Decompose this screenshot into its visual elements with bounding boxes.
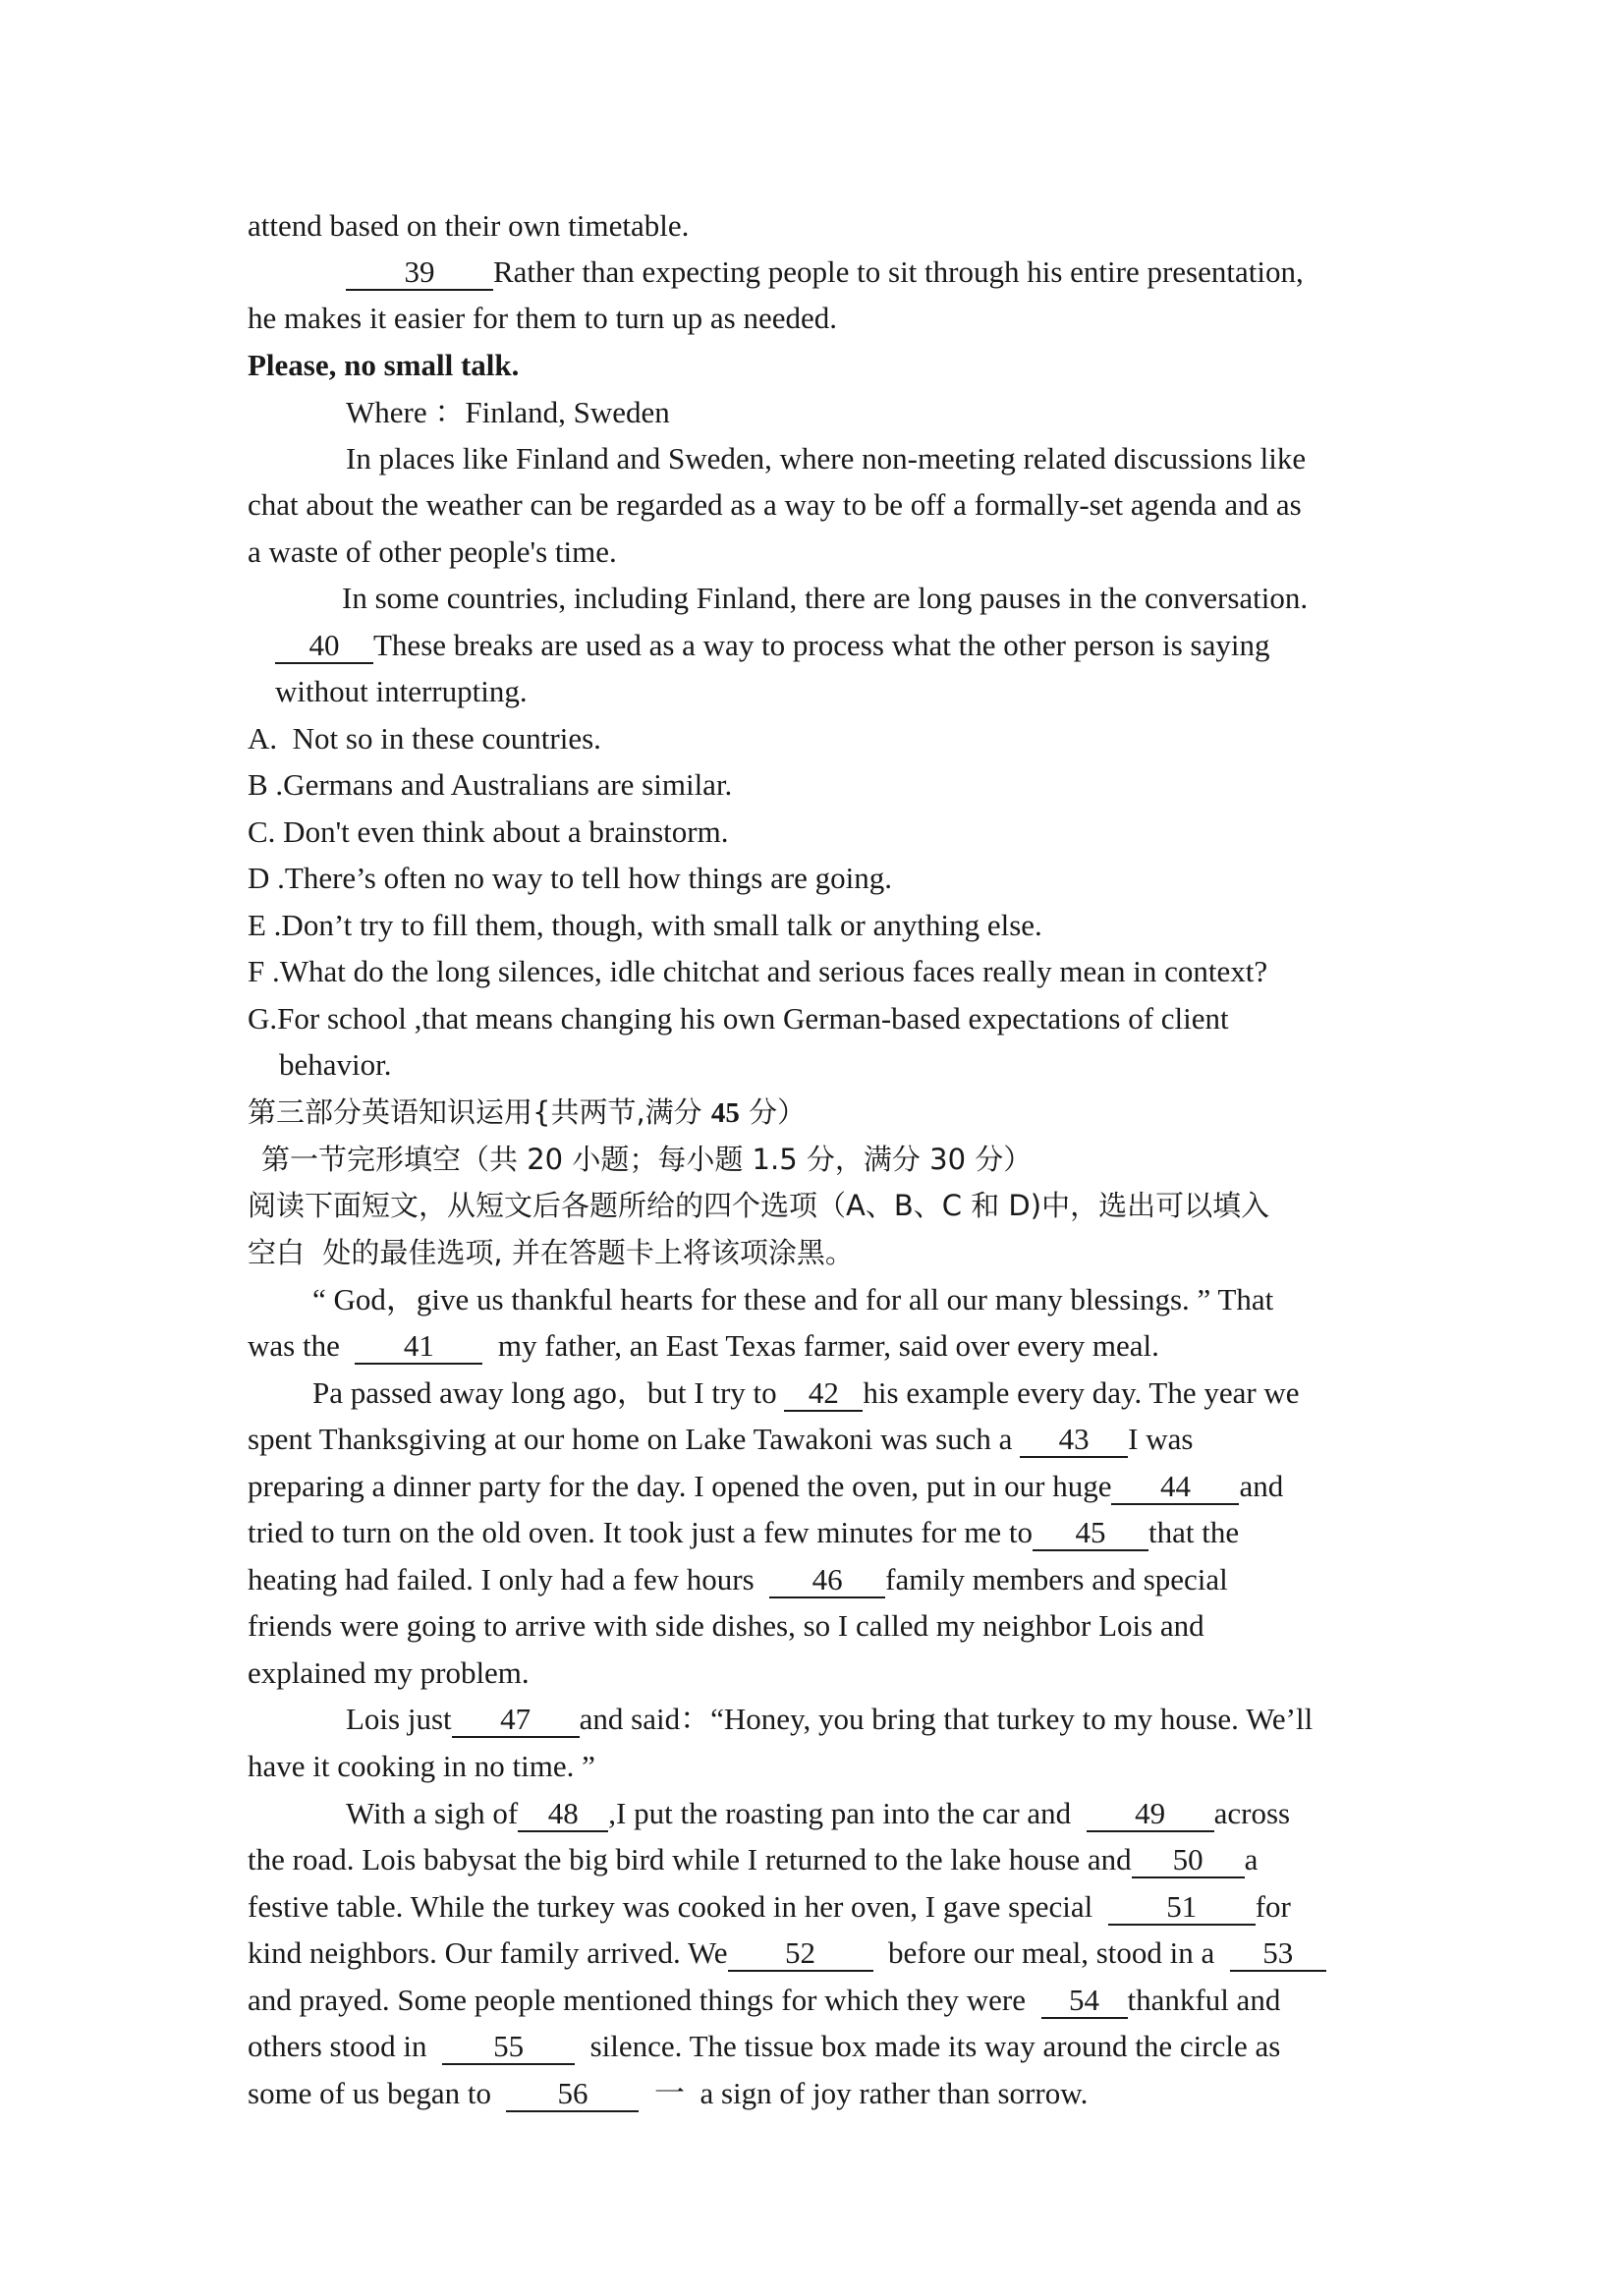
cloze-line <box>248 1933 1326 1973</box>
cloze-line <box>248 1981 1280 2020</box>
blank-43: 43 <box>1020 1423 1128 1458</box>
blank-39: 39 <box>346 255 493 291</box>
line-text: and <box>1239 1469 1284 1503</box>
text-line: In some countries, including Finland, there are long pauses in the conversation. <box>342 581 1309 615</box>
line-text: Pa passed away long ago，but I try to <box>312 1375 777 1410</box>
blank-45: 45 <box>1033 1516 1148 1551</box>
line-text: With a sigh of <box>346 1796 519 1830</box>
line-text: ,I put the roasting pan into the car and <box>608 1796 1072 1830</box>
blank-52: 52 <box>728 1936 873 1972</box>
option-b: B .Germans and Australians are similar. <box>248 767 733 802</box>
line-text: for <box>1255 1889 1291 1924</box>
line-text: family members and special <box>885 1562 1228 1596</box>
option-a: A. Not so in these countries. <box>248 721 601 756</box>
line-text: thankful and <box>1127 1983 1281 2017</box>
text-line: chat about the weather can be regarded as a way to be off a formally-set agenda and as <box>248 487 1302 522</box>
line-text: These breaks are used as a way to process what the other person is saying <box>373 628 1270 662</box>
instruction-line: 空白 处的最佳选项, 并在答题卡上将该项涂黑。 <box>248 1236 854 1269</box>
line-text: heating had failed. I only had a few hours <box>248 1562 755 1596</box>
cloze-line: friends were going to arrive with side dishes, so I called my neighbor Lois and <box>248 1608 1204 1643</box>
blank-40: 40 <box>275 629 373 664</box>
blank-54: 54 <box>1041 1984 1128 2019</box>
title-text: 第三部分英语知识运用{共两节,满分 <box>248 1095 711 1129</box>
blank-56: 56 <box>506 2077 639 2112</box>
line-text: spent Thanksgiving at our home on Lake Tawakoni was such a <box>248 1422 1013 1456</box>
option-g-continued: behavior. <box>279 1047 392 1082</box>
line-text: tried to turn on the old oven. It took just a few minutes for me to <box>248 1515 1033 1549</box>
where-line: Where ：Finland, Sweden <box>346 395 670 429</box>
cloze-line <box>248 2074 1088 2113</box>
instruction-line: 阅读下面短文，从短文后各题所给的四个选项（A、B、C 和 D)中，选出可以填入 <box>248 1189 1270 1222</box>
cloze-line: have it cooking in no time. ” <box>248 1749 595 1783</box>
cloze-line <box>248 1887 1291 1927</box>
line-text: I was <box>1128 1422 1194 1456</box>
line-text: that the <box>1147 1515 1240 1549</box>
text-line: In places like Finland and Sweden, where non-meeting related discussions like <box>346 441 1307 476</box>
cloze-line <box>248 1513 1239 1552</box>
text-line <box>275 626 1270 665</box>
text-line <box>346 252 1304 292</box>
line-text: festive table. While the turkey was cooked in her oven, I gave special <box>248 1889 1093 1924</box>
line-text: silence. The tissue box made its way around the circle as <box>589 2029 1281 2063</box>
line-text: was the <box>248 1328 340 1363</box>
line-text: my father, an East Texas farmer, said over every meal. <box>497 1328 1159 1363</box>
cloze-line <box>346 1794 1290 1833</box>
blank-53: 53 <box>1230 1936 1326 1972</box>
cloze-line: “ God，give us thankful hearts for these and for all our many blessings. ” That <box>312 1282 1274 1316</box>
blank-49: 49 <box>1087 1797 1214 1832</box>
section-subtitle: 第一节完形填空（共 20 小题；每小题 1.5 分，满分 30 分） <box>261 1143 1033 1176</box>
line-text: 一 a sign of joy rather than sorrow. <box>653 2076 1089 2110</box>
cloze-line <box>248 1840 1258 1879</box>
line-text: and prayed. Some people mentioned things for which they were <box>248 1983 1026 2017</box>
line-text: his example every day. The year we <box>863 1375 1300 1410</box>
blank-48: 48 <box>518 1797 608 1832</box>
blank-46: 46 <box>769 1563 885 1598</box>
blank-44: 44 <box>1111 1470 1239 1505</box>
line-text: and said：“Honey, you bring that turkey to my house. We’ll <box>579 1702 1314 1736</box>
blank-55: 55 <box>442 2030 575 2065</box>
option-e: E .Don’t try to fill them, though, with small talk or anything else. <box>248 908 1042 942</box>
option-f: F .What do the long silences, idle chitchat and serious faces really mean in context? <box>248 954 1268 988</box>
blank-41: 41 <box>355 1329 482 1365</box>
blank-42: 42 <box>784 1376 863 1412</box>
option-g: G.For school ,that means changing his own German-based expectations of client <box>248 1001 1229 1036</box>
text-line: he makes it easier for them to turn up as needed. <box>248 301 837 335</box>
blank-50: 50 <box>1132 1843 1245 1878</box>
title-text: 分） <box>739 1095 807 1129</box>
section-heading: Please, no small talk. <box>248 348 520 382</box>
line-text: a <box>1244 1842 1259 1876</box>
option-c: C. Don't even think about a brainstorm. <box>248 814 729 849</box>
text-line: a waste of other people's time. <box>248 534 617 569</box>
cloze-line <box>248 1560 1228 1599</box>
title-score: 45 <box>710 1097 740 1129</box>
line-text: kind neighbors. Our family arrived. We <box>248 1935 728 1970</box>
cloze-line <box>248 1326 1159 1366</box>
cloze-line <box>248 1467 1283 1506</box>
section-3-title <box>248 1092 806 1133</box>
line-text: Rather than expecting people to sit through his entire presentation, <box>493 254 1304 289</box>
text-line: attend based on their own timetable. <box>248 208 690 243</box>
option-d: D .There’s often no way to tell how things are going. <box>248 861 893 895</box>
cloze-line <box>312 1373 1300 1413</box>
line-text: others stood in <box>248 2029 427 2063</box>
line-text: preparing a dinner party for the day. I opened the oven, put in our huge <box>248 1469 1112 1503</box>
blank-51: 51 <box>1108 1890 1256 1926</box>
cloze-line <box>248 2027 1280 2066</box>
line-text: before our meal, stood in a <box>888 1935 1215 1970</box>
line-text: some of us began to <box>248 2076 491 2110</box>
cloze-line: explained my problem. <box>248 1655 530 1690</box>
text-line: without interrupting. <box>275 674 528 708</box>
line-text: across <box>1213 1796 1291 1830</box>
cloze-line <box>346 1700 1313 1739</box>
blank-47: 47 <box>452 1703 580 1738</box>
cloze-line <box>248 1420 1193 1459</box>
line-text: the road. Lois babysat the big bird while I returned to the lake house and <box>248 1842 1132 1876</box>
line-text: Lois just <box>346 1702 452 1736</box>
